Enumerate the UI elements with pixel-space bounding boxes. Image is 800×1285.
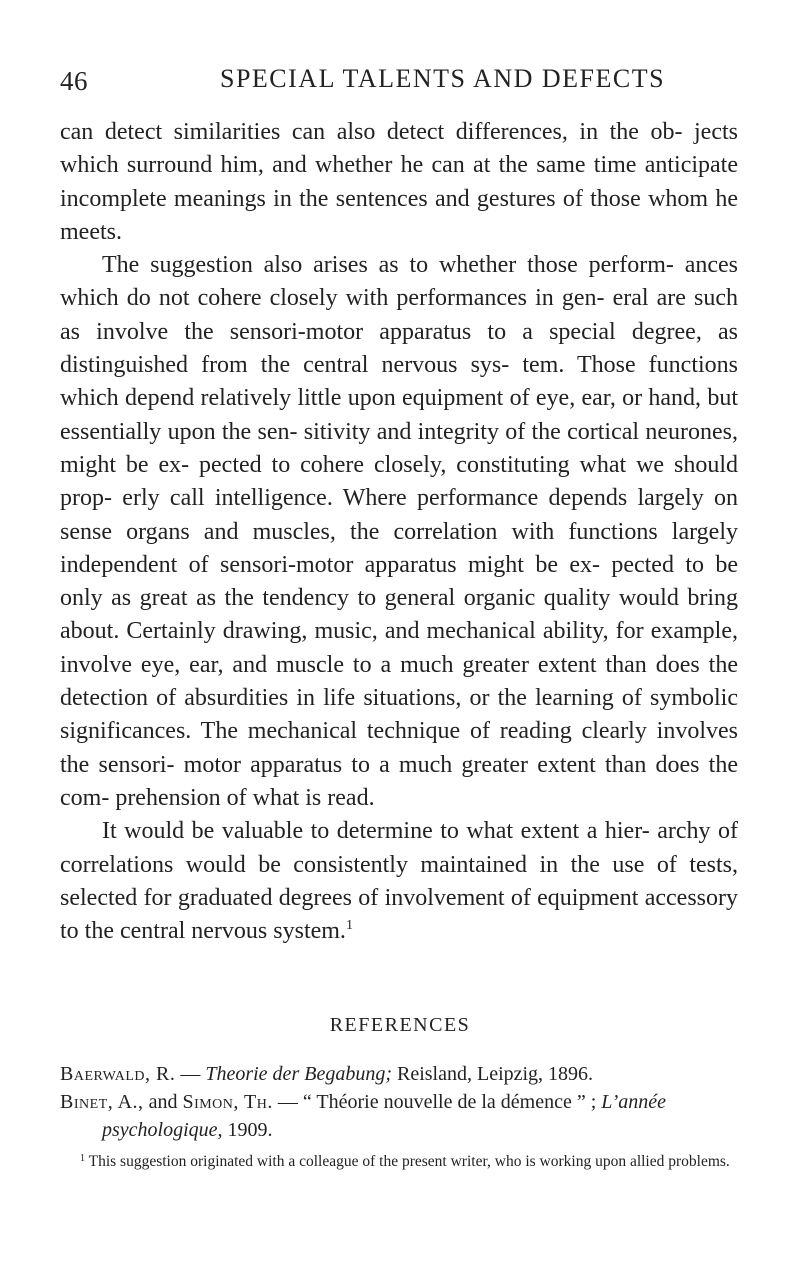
reference-title: L’année psychologique, — [102, 1091, 667, 1141]
footnote — [60, 1151, 766, 1173]
reference-entry — [60, 1088, 750, 1144]
reference-title: Theorie der Begabung; — [205, 1063, 392, 1085]
reference-article: “ Théorie nouvelle de la démence ” ; — [302, 1091, 597, 1113]
paragraph-last — [60, 815, 738, 948]
footnote-text: This suggestion originated with a colleague of the present writer, who is working upon allied problems. — [88, 1153, 730, 1170]
reference-coauthor: Simon, Th. — [182, 1091, 273, 1113]
reference-entry — [60, 1060, 750, 1088]
paragraph-continued: can detect similarities can also detect differences, in the ob- jects which surround him, and whether he can at the same time anticipate incomplete meanings in the sentences and gestures of those whom he meets. — [60, 119, 738, 245]
reference-publication: 1909. — [222, 1119, 273, 1141]
references-list — [60, 1060, 750, 1144]
footnote-number: 1 — [80, 1153, 85, 1164]
reference-dash: — — [272, 1091, 303, 1113]
running-head: SPECIAL TALENTS AND DEFECTS — [220, 64, 666, 93]
reference-author: Baerwald, R. — [60, 1063, 176, 1085]
reference-publication: Reisland, Leipzig, 1896. — [391, 1063, 594, 1085]
paragraph: The suggestion also arises as to whether those perform- ances which do not cohere closely with performances in gen- eral are such as involve the sensori-motor apparatus to a special degree, as distinguished from the central nervous sys- tem. Those functions which depend relatively little upon equipment of eye, ear, or hand, but essentially upon the sen- sitivity and integrity of the cortical neurones, might be ex- pected to cohere closely, constituting what we should prop- erly call intelligence. Where performance depends largely on sense organs and muscles, the correlation with functions largely independent of sensori-motor apparatus might be ex- pected to be only as great as the tendency to general organic quality would bring about. Certainly drawing, music, and mechanical ability, for example, involve eye, ear, and muscle to a much greater extent than does the detection of absurdities in life situations, or the learning of symbolic significances. The mechanical technique of reading clearly involves the sensori- motor apparatus to a much greater extent than does the com- prehension of what is read. — [60, 252, 738, 811]
paragraph-text: It would be valuable to determine to what extent a hier- archy of correlations would be consistently maintained in the use of tests, selected for graduated degrees of involvement of equipment accessory to the central nervous system. — [60, 818, 738, 945]
reference-joiner: and — [143, 1091, 183, 1113]
body-text — [60, 116, 738, 948]
page-number: 46 — [60, 66, 88, 96]
references-heading: REFERENCES — [329, 1014, 471, 1036]
reference-author: Binet, A., — [60, 1091, 144, 1113]
footnote-marker: 1 — [345, 918, 353, 934]
reference-dash: — — [175, 1063, 206, 1085]
